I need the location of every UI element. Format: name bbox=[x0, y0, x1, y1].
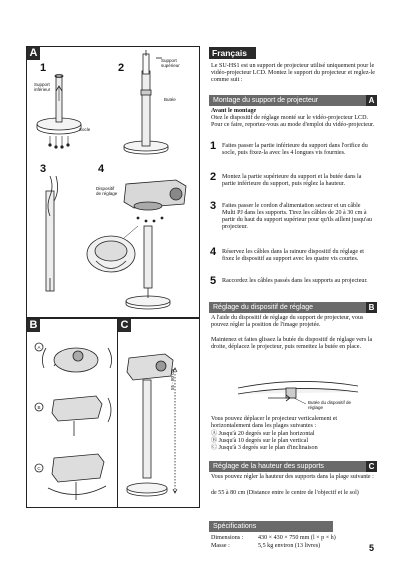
avant-text: Otez le dispositif de réglage monté sur le vidéo-projecteur LCD. Pour ce faire, reportez-vous au mode d'emploi du vidéo-projecteur. bbox=[211, 115, 375, 129]
intro-paragraph: Le SU-HS1 est un support de projecteur utilisé uniquement pour le vidéo-projecteur LCD. Montez le support du projecteur et reglez-le comme suit : bbox=[211, 63, 375, 84]
label-support-superieur: Support supérieur bbox=[161, 58, 180, 68]
section-montage-letter: A bbox=[366, 95, 377, 106]
step-1-num: 1 bbox=[210, 140, 217, 152]
section-reglage-header: Réglage du dispositif de réglage bbox=[209, 302, 369, 313]
label-dispositif-reglage: Dispositif de réglage bbox=[96, 186, 118, 196]
step-2-num: 2 bbox=[210, 171, 217, 183]
sub-label-a: A bbox=[37, 345, 41, 350]
reglage-paragraph-1: A l'aide du dispositif de réglage du support de projecteur, vous pouvez régler la position de l'image projetée. bbox=[211, 315, 364, 329]
step-2-text: Montez la partie supérieure du support et la butée dans la partie inférieure du support, puis réglez la hauteur. bbox=[222, 174, 362, 188]
range-a: Ⓐ Jusqu'à 20 degrés sur le plan horizontal bbox=[211, 431, 315, 437]
spec-masse-value: 5,5 kg environ (13 livres) bbox=[258, 543, 321, 549]
section-reglage-letter: B bbox=[366, 302, 377, 313]
range-c: Ⓒ Jusqu'à 3 degrés sur le plan d'inclinaison bbox=[211, 445, 318, 451]
step-1-text: Faites passer la partie inférieure du support dans l'orifice du socle, puis fixez-la avec les 4 longues vis fournies. bbox=[222, 143, 368, 157]
hauteur-paragraph-1: Vous pouvez régler la hauteur des supports dans la plage suivante : bbox=[211, 474, 374, 480]
panel-a-letter: A bbox=[27, 47, 40, 60]
step-1-number: 1 bbox=[40, 62, 47, 74]
label-socle: Socle bbox=[79, 127, 91, 132]
range-b: Ⓑ Jusqu'à 10 degrés sur le plan vertical bbox=[211, 438, 309, 444]
step-4-number: 4 bbox=[98, 163, 105, 175]
step-5-num: 5 bbox=[210, 275, 217, 287]
reglage-paragraph-3: Vous pouvez déplacer le projecteur verticalement et horizontalement dans les plages suivantes : bbox=[211, 416, 338, 430]
height-label: 55 - 80 cm bbox=[170, 368, 175, 390]
sub-label-b: B bbox=[37, 405, 41, 410]
label-butee: Butée bbox=[164, 97, 176, 102]
section-hauteur-header: Réglage de la hauteur des supports bbox=[209, 461, 369, 472]
panel-b-illustration bbox=[26, 318, 116, 506]
spec-dimensions-value: 430 × 430 × 750 mm (l × p × h) bbox=[258, 535, 336, 541]
reglage-paragraph-2: Maintenez et faites glissez la butée du dispositif de réglage vers la droite, déplacez le projecteur, puis remettez la butée en place. bbox=[211, 337, 373, 351]
section-hauteur-letter: C bbox=[366, 461, 377, 472]
step-2-number: 2 bbox=[118, 62, 125, 74]
butee-label: Butée du dispositif de réglage bbox=[308, 400, 352, 410]
section-specs-header: Spécifications bbox=[209, 521, 333, 532]
section-montage-header: Montage du support de projecteur bbox=[209, 95, 369, 106]
language-title: Français bbox=[209, 47, 256, 59]
step-3-number: 3 bbox=[40, 163, 47, 175]
panel-b-letter: B bbox=[27, 319, 40, 332]
label-support-inferieur: Support inférieur bbox=[34, 82, 51, 92]
panel-a-illustration bbox=[26, 46, 198, 316]
step-5-text: Raccordez les câbles passés dans les supports au projecteur. bbox=[222, 278, 368, 284]
sub-label-c: C bbox=[37, 466, 41, 471]
avant-title: Avant le montage bbox=[211, 108, 257, 114]
spec-masse-label: Masse : bbox=[211, 543, 230, 549]
hauteur-paragraph-2: de 55 à 80 cm (Distance entre le centre de l'objectif et le sol) bbox=[211, 490, 359, 496]
step-4-text: Réservez les câbles dans la rainure dispositif du réglage et fixez le dispositif au support avec les quatre vis courtes. bbox=[222, 249, 364, 263]
panel-c-letter: C bbox=[118, 319, 131, 332]
step-3-num: 3 bbox=[210, 200, 217, 212]
step-3-text: Faites passer le cordon d'alimentation secteur et un câble Multi PJ dans les supports. Tirez les câbles de 20 à 30 cm à partir du haut du support supérieur pour qu'ils aillent jusqu'au projecteur. bbox=[222, 203, 372, 231]
panel-c-illustration bbox=[117, 318, 198, 506]
spec-dimensions-label: Dimensions : bbox=[211, 535, 244, 541]
page-number: 5 bbox=[369, 543, 375, 553]
step-4-num: 4 bbox=[210, 246, 217, 258]
